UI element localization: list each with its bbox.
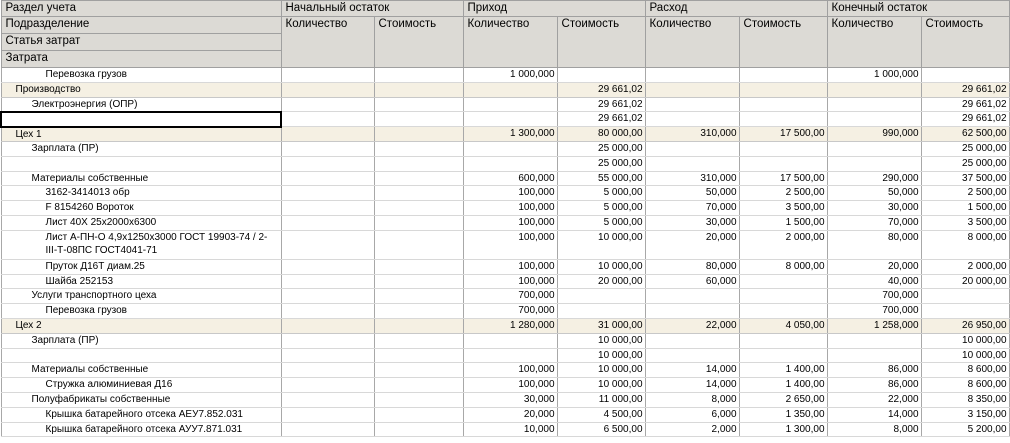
cell-expense-qty[interactable] [645,68,739,83]
cell-opening-qty[interactable] [281,156,374,171]
cell-expense-qty[interactable] [645,333,739,348]
row-name-cell[interactable]: Зарплата (ПР) [1,141,281,156]
cell-opening-qty[interactable] [281,112,374,127]
cell-closing-cost[interactable]: 10 000,00 [921,333,1009,348]
table-row[interactable] [1,348,1009,363]
cell-closing-cost[interactable]: 29 661,02 [921,82,1009,97]
cell-expense-cost[interactable] [739,97,827,112]
table-row[interactable] [1,304,1009,319]
cell-income-cost[interactable]: 55 000,00 [557,171,645,186]
cell-expense-qty[interactable]: 14,000 [645,363,739,378]
cell-opening-cost[interactable] [374,230,463,259]
cell-expense-qty[interactable]: 310,000 [645,127,739,142]
cell-closing-qty[interactable]: 20,000 [827,259,921,274]
cell-expense-cost[interactable]: 1 500,00 [739,215,827,230]
cell-closing-qty[interactable]: 8,000 [827,422,921,437]
cell-closing-qty[interactable] [827,348,921,363]
row-name-cell[interactable]: Электроэнергия (ОПР) [1,97,281,112]
row-name-cell[interactable]: 3162-3414013 обр [1,186,281,201]
cell-expense-cost[interactable] [739,348,827,363]
cell-income-qty[interactable]: 600,000 [463,171,557,186]
cell-income-qty[interactable] [463,112,557,127]
cell-expense-cost[interactable] [739,289,827,304]
cell-expense-cost[interactable] [739,82,827,97]
group-row[interactable] [1,318,1009,333]
cell-income-cost[interactable]: 5 000,00 [557,201,645,216]
cell-income-cost[interactable]: 29 661,02 [557,97,645,112]
cell-closing-cost[interactable] [921,289,1009,304]
group-row[interactable] [1,82,1009,97]
cell-income-qty[interactable]: 1 280,000 [463,318,557,333]
table-row[interactable] [1,141,1009,156]
cell-opening-cost[interactable] [374,171,463,186]
cell-expense-qty[interactable]: 70,000 [645,201,739,216]
cell-income-qty[interactable]: 100,000 [463,363,557,378]
cell-income-qty[interactable] [463,156,557,171]
cell-closing-qty[interactable]: 30,000 [827,201,921,216]
cell-expense-cost[interactable] [739,112,827,127]
row-name-cell[interactable]: Зарплата (ПР) [1,333,281,348]
cell-income-qty[interactable] [463,82,557,97]
cell-opening-qty[interactable] [281,318,374,333]
cell-income-cost[interactable]: 5 000,00 [557,215,645,230]
cell-opening-cost[interactable] [374,304,463,319]
cell-opening-qty[interactable] [281,259,374,274]
cell-expense-cost[interactable]: 1 350,00 [739,407,827,422]
table-row[interactable] [1,378,1009,393]
cell-closing-cost[interactable]: 29 661,02 [921,97,1009,112]
row-name-cell[interactable]: Материалы собственные [1,171,281,186]
cell-closing-qty[interactable]: 22,000 [827,392,921,407]
cell-closing-qty[interactable] [827,82,921,97]
cell-income-qty[interactable] [463,333,557,348]
cell-closing-cost[interactable]: 8 000,00 [921,230,1009,259]
table-row[interactable] [1,407,1009,422]
header-closing-qty[interactable]: Количество [827,17,921,68]
header-group-income[interactable]: Приход [463,1,645,17]
cell-closing-qty[interactable]: 50,000 [827,186,921,201]
cell-closing-qty[interactable]: 40,000 [827,274,921,289]
cell-opening-qty[interactable] [281,274,374,289]
cell-income-cost[interactable]: 4 500,00 [557,407,645,422]
cell-opening-cost[interactable] [374,112,463,127]
cell-expense-qty[interactable] [645,112,739,127]
cell-income-cost[interactable] [557,304,645,319]
cell-opening-qty[interactable] [281,392,374,407]
header-opening-cost[interactable]: Стоимость [374,17,463,68]
cell-closing-cost[interactable]: 8 600,00 [921,378,1009,393]
row-name-cell[interactable]: Лист 40Х 25х2000х6300 [1,215,281,230]
cell-opening-qty[interactable] [281,422,374,437]
row-name-cell[interactable]: Крышка батарейного отсека АУУ7.871.031 [1,422,281,437]
cell-expense-cost[interactable]: 2 000,00 [739,230,827,259]
cell-opening-cost[interactable] [374,407,463,422]
cell-opening-qty[interactable] [281,289,374,304]
cell-opening-cost[interactable] [374,333,463,348]
cell-closing-qty[interactable] [827,112,921,127]
row-name-cell[interactable] [1,112,281,127]
cell-opening-qty[interactable] [281,333,374,348]
table-row[interactable] [1,333,1009,348]
cell-opening-qty[interactable] [281,348,374,363]
table-row[interactable] [1,201,1009,216]
cell-opening-qty[interactable] [281,97,374,112]
cell-closing-cost[interactable]: 26 950,00 [921,318,1009,333]
cell-expense-qty[interactable]: 22,000 [645,318,739,333]
cell-closing-cost[interactable]: 8 600,00 [921,363,1009,378]
header-statya-zatrat[interactable]: Статья затрат [1,34,281,51]
cell-closing-cost[interactable]: 2 000,00 [921,259,1009,274]
cell-income-qty[interactable]: 100,000 [463,215,557,230]
cell-expense-qty[interactable]: 50,000 [645,186,739,201]
cell-opening-qty[interactable] [281,82,374,97]
row-name-cell[interactable]: Перевозка грузов [1,304,281,319]
row-name-cell[interactable]: Лист А-ПН-О 4,9х1250х3000 ГОСТ 19903-74 / 2-III-Т-08ПС ГОСТ4041-71 [1,230,281,259]
table-row[interactable] [1,422,1009,437]
cell-income-cost[interactable]: 11 000,00 [557,392,645,407]
cell-income-qty[interactable]: 700,000 [463,304,557,319]
cell-income-cost[interactable]: 5 000,00 [557,186,645,201]
cell-expense-cost[interactable] [739,141,827,156]
cell-expense-cost[interactable] [739,304,827,319]
cell-closing-cost[interactable] [921,304,1009,319]
row-name-cell[interactable] [1,156,281,171]
cell-expense-cost[interactable]: 17 500,00 [739,127,827,142]
cell-closing-cost[interactable]: 2 500,00 [921,186,1009,201]
row-name-cell[interactable]: Полуфабрикаты собственные [1,392,281,407]
cell-income-qty[interactable]: 100,000 [463,186,557,201]
cell-closing-qty[interactable]: 700,000 [827,289,921,304]
cell-closing-cost[interactable] [921,68,1009,83]
table-row[interactable] [1,363,1009,378]
header-income-qty[interactable]: Количество [463,17,557,68]
header-expense-qty[interactable]: Количество [645,17,739,68]
cell-expense-cost[interactable]: 1 400,00 [739,363,827,378]
cell-closing-cost[interactable]: 37 500,00 [921,171,1009,186]
cell-closing-qty[interactable] [827,333,921,348]
cell-opening-qty[interactable] [281,201,374,216]
cell-closing-qty[interactable]: 1 000,000 [827,68,921,83]
cell-opening-cost[interactable] [374,82,463,97]
cell-expense-cost[interactable]: 8 000,00 [739,259,827,274]
cell-expense-cost[interactable] [739,68,827,83]
cell-opening-cost[interactable] [374,141,463,156]
header-razdel-ucheta[interactable]: Раздел учета [1,1,281,17]
cell-opening-cost[interactable] [374,156,463,171]
table-row[interactable] [1,156,1009,171]
cell-opening-cost[interactable] [374,186,463,201]
cell-closing-cost[interactable]: 3 150,00 [921,407,1009,422]
cell-expense-qty[interactable] [645,82,739,97]
cell-opening-qty[interactable] [281,127,374,142]
cell-closing-qty[interactable]: 290,000 [827,171,921,186]
cell-income-cost[interactable]: 10 000,00 [557,230,645,259]
cell-expense-qty[interactable]: 14,000 [645,378,739,393]
cell-closing-cost[interactable]: 10 000,00 [921,348,1009,363]
cell-income-qty[interactable]: 100,000 [463,378,557,393]
header-opening-qty[interactable]: Количество [281,17,374,68]
cell-closing-cost[interactable]: 20 000,00 [921,274,1009,289]
cell-expense-cost[interactable]: 2 650,00 [739,392,827,407]
header-expense-cost[interactable]: Стоимость [739,17,827,68]
header-group-closing-balance[interactable]: Конечный остаток [827,1,1009,17]
cell-income-qty[interactable] [463,141,557,156]
cell-income-cost[interactable]: 29 661,02 [557,82,645,97]
cell-income-qty[interactable]: 100,000 [463,201,557,216]
cell-income-qty[interactable] [463,97,557,112]
row-name-cell[interactable]: Материалы собственные [1,363,281,378]
cell-closing-qty[interactable] [827,141,921,156]
cell-opening-cost[interactable] [374,318,463,333]
cell-income-cost[interactable]: 10 000,00 [557,259,645,274]
cell-closing-qty[interactable] [827,156,921,171]
cell-opening-qty[interactable] [281,141,374,156]
cell-closing-qty[interactable]: 80,000 [827,230,921,259]
row-name-cell[interactable]: Производство [1,82,281,97]
cell-closing-qty[interactable]: 86,000 [827,363,921,378]
cell-expense-cost[interactable]: 2 500,00 [739,186,827,201]
cell-closing-cost[interactable]: 62 500,00 [921,127,1009,142]
cell-income-cost[interactable]: 31 000,00 [557,318,645,333]
cell-expense-qty[interactable] [645,97,739,112]
row-name-cell[interactable]: Цех 2 [1,318,281,333]
table-row[interactable] [1,215,1009,230]
cell-opening-cost[interactable] [374,392,463,407]
cell-income-qty[interactable]: 100,000 [463,259,557,274]
cell-income-cost[interactable]: 10 000,00 [557,348,645,363]
cell-opening-qty[interactable] [281,171,374,186]
cell-income-cost[interactable]: 10 000,00 [557,363,645,378]
cell-opening-cost[interactable] [374,274,463,289]
cell-expense-qty[interactable] [645,348,739,363]
cell-expense-cost[interactable] [739,333,827,348]
cell-expense-qty[interactable] [645,304,739,319]
group-row[interactable] [1,127,1009,142]
row-name-cell[interactable]: Крышка батарейного отсека АЕУ7.852.031 [1,407,281,422]
cell-expense-qty[interactable] [645,156,739,171]
cell-closing-qty[interactable]: 990,000 [827,127,921,142]
cell-expense-cost[interactable]: 1 400,00 [739,378,827,393]
table-row[interactable] [1,97,1009,112]
cell-income-qty[interactable]: 30,000 [463,392,557,407]
cell-opening-qty[interactable] [281,186,374,201]
cell-closing-qty[interactable]: 700,000 [827,304,921,319]
cell-closing-cost[interactable]: 25 000,00 [921,156,1009,171]
cell-opening-cost[interactable] [374,215,463,230]
cell-opening-cost[interactable] [374,378,463,393]
table-row[interactable] [1,230,1009,259]
cell-opening-qty[interactable] [281,363,374,378]
cell-income-cost[interactable]: 10 000,00 [557,333,645,348]
cell-income-cost[interactable]: 6 500,00 [557,422,645,437]
report-body [1,68,1009,437]
cell-opening-cost[interactable] [374,68,463,83]
cell-closing-qty[interactable]: 1 258,000 [827,318,921,333]
cell-expense-qty[interactable]: 80,000 [645,259,739,274]
cell-expense-qty[interactable]: 30,000 [645,215,739,230]
table-row[interactable] [1,289,1009,304]
header-group-expense[interactable]: Расход [645,1,827,17]
cell-closing-cost[interactable]: 5 200,00 [921,422,1009,437]
cell-expense-cost[interactable]: 3 500,00 [739,201,827,216]
row-name-cell[interactable]: Шайба 252153 [1,274,281,289]
row-name-cell[interactable]: Перевозка грузов [1,68,281,83]
cell-opening-cost[interactable] [374,363,463,378]
cell-closing-qty[interactable]: 70,000 [827,215,921,230]
cell-opening-cost[interactable] [374,259,463,274]
cell-expense-cost[interactable]: 17 500,00 [739,171,827,186]
cell-opening-qty[interactable] [281,407,374,422]
cell-income-qty[interactable]: 100,000 [463,274,557,289]
cell-opening-qty[interactable] [281,68,374,83]
table-row[interactable] [1,259,1009,274]
cell-opening-cost[interactable] [374,127,463,142]
cell-closing-cost[interactable]: 3 500,00 [921,215,1009,230]
cell-income-cost[interactable]: 20 000,00 [557,274,645,289]
cell-expense-qty[interactable]: 6,000 [645,407,739,422]
cell-closing-cost[interactable]: 29 661,02 [921,112,1009,127]
header-income-cost[interactable]: Стоимость [557,17,645,68]
cell-expense-cost[interactable] [739,274,827,289]
cell-expense-qty[interactable]: 20,000 [645,230,739,259]
cell-expense-cost[interactable]: 4 050,00 [739,318,827,333]
cell-closing-cost[interactable]: 1 500,00 [921,201,1009,216]
row-name-cell[interactable]: Услуги транспортного цеха [1,289,281,304]
row-name-cell[interactable]: Пруток Д16Т диам.25 [1,259,281,274]
cell-income-cost[interactable]: 25 000,00 [557,141,645,156]
row-name-cell[interactable]: F 8154260 Вороток [1,201,281,216]
cell-income-qty[interactable]: 100,000 [463,230,557,259]
header-closing-cost[interactable]: Стоимость [921,17,1009,68]
cell-expense-qty[interactable]: 60,000 [645,274,739,289]
cell-opening-cost[interactable] [374,97,463,112]
cell-income-cost[interactable]: 29 661,02 [557,112,645,127]
cell-opening-cost[interactable] [374,348,463,363]
cell-income-qty[interactable] [463,348,557,363]
cell-income-cost[interactable]: 10 000,00 [557,378,645,393]
row-name-cell[interactable] [1,348,281,363]
cell-income-qty[interactable]: 20,000 [463,407,557,422]
row-name-cell[interactable]: Цех 1 [1,127,281,142]
header-zatrata[interactable]: Затрата [1,51,281,68]
cell-expense-qty[interactable] [645,141,739,156]
table-row[interactable] [1,68,1009,83]
cell-opening-qty[interactable] [281,304,374,319]
table-row[interactable] [1,112,1009,127]
cell-expense-cost[interactable]: 1 300,00 [739,422,827,437]
cell-closing-qty[interactable] [827,97,921,112]
table-row[interactable] [1,392,1009,407]
cell-income-cost[interactable]: 25 000,00 [557,156,645,171]
cell-closing-qty[interactable]: 86,000 [827,378,921,393]
cell-opening-qty[interactable] [281,378,374,393]
cell-expense-qty[interactable]: 8,000 [645,392,739,407]
cell-income-qty[interactable]: 1 300,000 [463,127,557,142]
cell-income-qty[interactable]: 700,000 [463,289,557,304]
cell-income-qty[interactable]: 10,000 [463,422,557,437]
cell-opening-cost[interactable] [374,201,463,216]
cell-closing-qty[interactable]: 14,000 [827,407,921,422]
cell-expense-qty[interactable]: 2,000 [645,422,739,437]
cell-closing-cost[interactable]: 25 000,00 [921,141,1009,156]
cell-income-cost[interactable] [557,68,645,83]
cell-closing-cost[interactable]: 8 350,00 [921,392,1009,407]
cell-opening-cost[interactable] [374,422,463,437]
cell-income-qty[interactable]: 1 000,000 [463,68,557,83]
header-podrazdelenie[interactable]: Подразделение [1,17,281,34]
table-row[interactable] [1,186,1009,201]
header-group-opening-balance[interactable]: Начальный остаток [281,1,463,17]
cell-opening-qty[interactable] [281,230,374,259]
cell-opening-qty[interactable] [281,215,374,230]
table-row[interactable] [1,171,1009,186]
cell-opening-cost[interactable] [374,289,463,304]
cell-expense-qty[interactable]: 310,000 [645,171,739,186]
cell-expense-qty[interactable] [645,289,739,304]
cell-expense-cost[interactable] [739,156,827,171]
row-name-cell[interactable]: Стружка алюминиевая Д16 [1,378,281,393]
table-row[interactable] [1,274,1009,289]
cell-income-cost[interactable]: 80 000,00 [557,127,645,142]
cell-income-cost[interactable] [557,289,645,304]
